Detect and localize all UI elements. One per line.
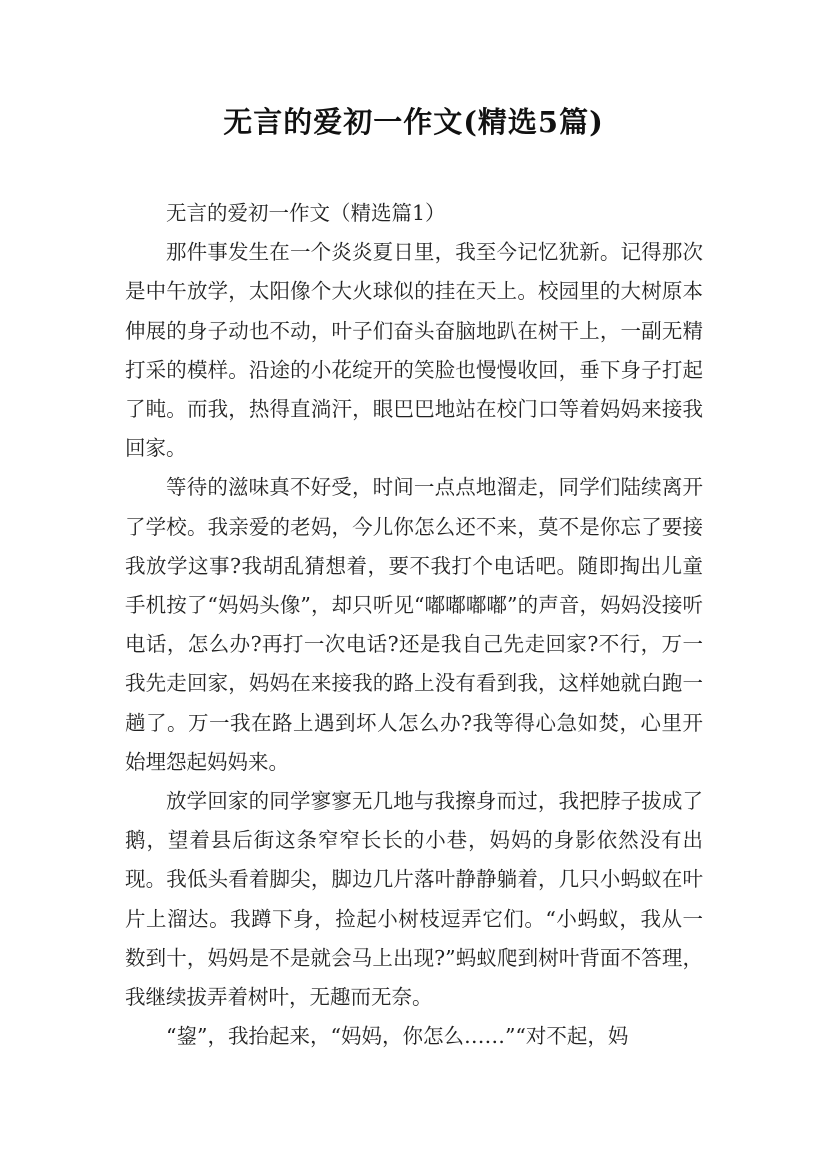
- section-heading: 无言的爱初一作文（精选篇1）: [166, 201, 446, 225]
- paragraph: 放学回家的同学寥寥无几地与我擦身而过，我把脖子拔成了鹅，望着县后街这条窄窄长长的小巷，妈妈的身影依然没有出现。我低头看着脚尖，脚边几片落叶静静躺着，几只小蚂蚁在叶片上溜达。我蹲下身，捡起小树枝逗弄它们。“小蚂蚁，我从一数到十，妈妈是不是就会马上出现?”蚂蚁爬到树叶背面不答理，我继续拔弄着树叶，无趣而无奈。: [125, 789, 703, 1010]
- paragraph: “鋆”，我抬起来，“妈妈，你怎么……”“对不起，妈: [166, 1024, 629, 1049]
- document-title: 无言的爱初一作文(精选5篇): [223, 105, 604, 139]
- paragraph: 那件事发生在一个炎炎夏日里，我至今记忆犹新。记得那次是中午放学，太阳像个大火球似的挂在天上。校园里的大树原本伸展的身子动也不动，叶子们奋头奋脑地趴在树干上，一副无精打采的模样。沿途的小花绽开的笑脸也慢慢收回，垂下身子打起了盹。而我，热得直淌汗，眼巴巴地站在校门口等着妈妈来接我回家。: [125, 240, 703, 461]
- paragraph: 等待的滋味真不好受，时间一点点地溜走，同学们陆续离开了学校。我亲爱的老妈，今儿你怎么还不来，莫不是你忘了要接我放学这事?我胡乱猜想着，要不我打个电话吧。随即掏出儿童手机按了“妈妈头像”，却只听见“嘟嘟嘟嘟”的声音，妈妈没接听电话，怎么办?再打一次电话?还是我自己先走回家?不行，万一我先走回家，妈妈在来接我的路上没有看到我，这样她就白跑一趟了。万一我在路上遇到坏人怎么办?我等得心急如焚，心里开始埋怨起妈妈来。: [125, 475, 703, 774]
- document-body: [125, 194, 703, 1056]
